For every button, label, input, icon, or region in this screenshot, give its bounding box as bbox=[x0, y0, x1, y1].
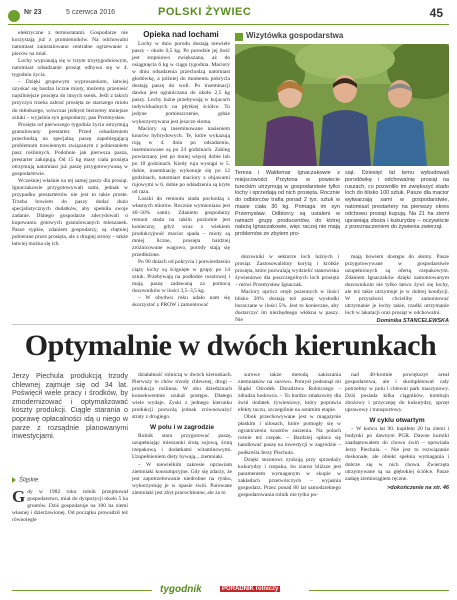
paragraph: surowe także metodą zakiszania ziemniaków na surowo. Pomysł podsunął mi Śląski Ośrodek Doradztwa Rolniczego – zdradza hodowca. – To bardzo smakowity dla świń dodatek żywieniowy, który poprawia efekty tuczu, szczególnie na ostatnim etapie. bbox=[238, 372, 341, 414]
footer-logo-area bbox=[160, 584, 300, 596]
issue-date: 5 czerwca 2016 bbox=[66, 9, 116, 16]
footer-line-left bbox=[12, 590, 152, 591]
box-title: Wizytówka gospodarstwa bbox=[246, 31, 344, 40]
paragraph: – Dzięki grupowym wyproszeniom, łatwiej uzyskać się bardzo liczne mioty, możemy przenieść najsilniejsze prosięta do innych ssenk. Jeśli z takich przyczyn trzeba zabrać prosięta ze starszego miotu do młodszego, wówczas jednym bierzemy mniejsze sztuki – wyjaśnia syn gospodarzy, pan Przemysław. bbox=[12, 79, 128, 121]
paragraph: dozowniki w sektorze loch luźnych i prosiąt. Zastosowaliśmy korytą i krótkie prosięta, które pozwalają wydzielić stanowiska żywieniowe dla poszczególnych loch prosięta – mówi Przemysław Ignaczak. bbox=[235, 254, 339, 289]
family-photo bbox=[235, 44, 449, 166]
page-header bbox=[8, 6, 449, 26]
top-article-column-4 bbox=[345, 254, 449, 324]
top-article-column-2 bbox=[132, 30, 230, 309]
main-article-column-3 bbox=[238, 372, 341, 499]
subheading: W polu i w zagrodzie bbox=[150, 424, 214, 432]
paragraph: Prosięta od pierwszego tygodnia życia otrzymują granulowany prestarter. Przed odsadzeniem przechodzą na specjalną paszę zapobiegającą problemom trawiennym związanym z pobieraniem pasz roślinnych. Podobnie jak pierwsza pasza, prestarter zakupują. Od 15 kg masy ciała prosięta otrzymują natomiast już paszę przygotowywaną w gospodarstwie. bbox=[12, 121, 128, 177]
article-divider bbox=[12, 324, 449, 325]
footer-line-right bbox=[309, 590, 449, 591]
paragraph: Lochy w dniu porodu dostają niewiele paszy – około 0,5 kg. Po porodzie jej ilość jest stopniowo zwiększana, aż do osiągnięcia 6 kg w ciągu tygodnia. Maciory w dniu odsadzenia przechodzą natomiast głodówkę, a później do momentu pokrycia dostają paszę do woli. Po inseminacji dawka jest ograniczana do około 2,5 kg paszy. Lochy luźne przebywają w kojacach indywidualnych na płytkiej ściółce. To jedyne pomieszczenie, gdzie wykorzystywana jest jeszcze słoma. bbox=[132, 41, 230, 125]
paragraph: Maciory oprócz otręb pszennych w ilości blisko 20% dostają też paszę wysłodki buraczane w ilości 5%. Jest to konieczne, aby dostarczyć im niezbędnego włókna w paszy. Nie bbox=[235, 289, 339, 324]
drop-cap: G bbox=[12, 487, 26, 506]
paragraph: Obok przechowywane jest w magazynie płaskim i silosach, które pomogły się w ograniczeniu kosztów suszenia. Na polach rośnie też rzepak. – Bardziej opłaca się handlować paszę na inwestycji w zagrodzie – podkreśla Jerzy Piechula. bbox=[238, 414, 341, 456]
paragraph: Loszki do remontu stada pochodzą z własnych miotów. Rocznie wymieniana jest 40–50% samic. Zdaniem gospodarzy remont stada na takim poziomie jest konieczny, gdyż wraz z wiekiem produkcyjność macior spada – mioty są mniej liczne, prosięta bardziej zróżnicowane wagowo, porody stają się przedłużone. bbox=[132, 196, 230, 259]
box-header bbox=[235, 31, 449, 43]
issue-number: Nr 23 bbox=[24, 9, 42, 16]
continued-note: >dokończenie na str. 46 bbox=[387, 484, 449, 491]
paragraph: elektryczne z termostatami. Gospodarze nie korzystają już z promienników. Na odchowalni natomiast zainstalowano centralne ogrzewanie z pieców na miał. bbox=[12, 30, 128, 58]
photo-caption-right: siąt. Dziesięć lat temu wybudowali porodówkę i odchowalnię prosiąt na ruszach, co pozwoliło im zwiększyć stado loch do blisko 100 sztuk. Pasze dla macior wytwarzają sami w gospodarstwie, natomiast prestartery na pierwszy okres odchowu prosiąt kupują. Na 21 ha ziemi uprawiają zboża i kukurydzę – oczywiście z przeznaczeniem do żywienia zwierząt. bbox=[345, 170, 449, 231]
top-article-column-1 bbox=[12, 30, 128, 248]
paragraph: nad 40-krotnie powiększył areał gospodarstwa, ale i skompletował cały potrzebny w polu i chlewni park maszynowy. Dziś posiada kilka ciągników, kombajn zbożowy i przyczepę do kukurydzy, sprzęt uprawowy i transportowy. bbox=[345, 372, 449, 414]
main-article-column-2 bbox=[132, 372, 232, 497]
paragraph: Lochy wypranają się w trzyte trzytygodniowym, natomiast odsadzanie prosiąt odbywa się w 4. tygodniu życia. bbox=[12, 58, 128, 79]
subheading: Opieka nad lochami bbox=[143, 30, 219, 39]
main-article-column-1 bbox=[12, 489, 128, 524]
paragraph: – W niewielkim zakresie uprawiam ziemniaki konsumpcyjne. Gdy się zdarzy, że jest zapotrzebowanie niedrobne na rynku, wykorzystuję je w opasie świń. Parowane ziemniaki jest zbyt pracochłonne, ale za to bbox=[132, 461, 232, 496]
paragraph: dy w 1982 roku rolnik przejmował gospodarstwo, miał do dyspozycji około 5 ha gruntów. Dziś gospodaruje na 100 ha ziemi własnej i dzierżawionej. Od początku prowadził też równolegle bbox=[12, 489, 128, 524]
author-region-label: Śląskie bbox=[19, 477, 39, 484]
section-dot-icon bbox=[8, 10, 20, 22]
box-square-icon bbox=[235, 33, 243, 41]
subheading: W cyklu otwartym bbox=[369, 417, 425, 425]
section-title: POLSKI ŻYWIEC bbox=[158, 6, 252, 18]
paragraph: Maciory są inseminowane nasieniem knurów hybrydowych. Te, które wykazują rują w 4. dniu po odsadzeniu, inseminowane są po 24 godzinach. Zabieg powtarzany jest po mniej więcej dobie lub po 18 godzinach. Kiedy ruja wystąpi w 5. dobie, inseminację wykonuje się po 12 godzinach, natomiast maciory z objawami rujowymi w 6. dobie po odsadzeniu są kryte od razu. bbox=[132, 125, 230, 195]
paragraph: działalność rolniczą w dwóch kierunkach. Pierwszy to chów trzody chlewnej, drugi – produkcja roślinna. W obu dziedzinach konsekwentnie szukał postępu. Dlatego wiele wydaje. Zyski z jednego kierunku produkcji pozwolą jednak zrównoważyć straty z drugiego. bbox=[132, 372, 232, 421]
main-article-column-4 bbox=[345, 372, 449, 491]
top-article-column-3 bbox=[235, 254, 339, 324]
paragraph: – W końcu lat 90. kupiłem 20 ha ziemi i budynki po dawnym PGR. Dawne kurniki zaadaptowałem do chowu świń – opowiada Jerzy Piechula. – Nie jest to rozwiązanie doskonałe, ale obiekt spełnia wymagania i dobrze się w nich chowa. Zwierzęta utrzymywane są na głębokiej ściółce. Pasze zadaję ziemiorągiem ręczne. bbox=[345, 426, 449, 482]
page-number: 45 bbox=[429, 6, 443, 20]
main-article-lead: Jerzy Piechula produkcją trzody chlewnej zajmuje się od 34 lat. Poświęcił wiele pracy i środków, by zmodernizować i optymalizować koszty produkcji. Ciągle starania o poprawę opłacalności idą u niego w parze z rozsądnie planowanymi inwestycjami. bbox=[12, 371, 128, 441]
paragraph: – W obydwu roku udało nam się skorzystać z PROW i zamontować bbox=[132, 294, 230, 308]
paragraph: Rolnik stara przygotować paszę, uzupełniając mieszanki śrutą sojową, śrutą rzepakową i dodatkami witaminowymi. Uzupełnieniem diety bywają... ziemniaki. bbox=[132, 433, 232, 461]
paragraph: Wcześniej właśnie na tej samej paszy dla prosiąt. Ignaczakowie przygotowywali sami, jednak w przypadku prestartertów nie jest to takie proste. Trzeba bowiem do paszy dodać dużo specjalistycznych dodatków, aby spełniła swoje zadanie. Dlatego gospodarze zdecydowali o kupowaniu gotowych granulowanych mieszanek. Pasze sypkie, zdaniem gospodarzy, są chętniej pobierane przez prosięta, ale z drugiej strony – także łatwiej można się ich bbox=[12, 177, 128, 248]
family-photo-illustration bbox=[235, 44, 449, 166]
author-signature: Dominika STANCELEWSKA bbox=[376, 318, 449, 325]
paragraph: Po 90 dniach od pokrycia i potwierdzeniu ciąży lochy są ścignięte w grupy po 14 sztuk. Przebywają na podłodze rusztowej i mają paszę zadawaną za pomocą dozowników w ilości 3,5–3,5 kg. bbox=[132, 259, 230, 294]
poradnik-badge: PORADNIK rolniczy bbox=[222, 586, 279, 592]
farm-profile-box bbox=[235, 31, 449, 251]
paragraph: mają bowiem dostępu do słomy. Pasze przygotowywane w gospodarstwie uzupełnionych są ofertą rzepakowym. Zdaniem Ignaczaków dzięki zamontowanym dozownikom nie tylko łatwo żywi się lochy, ale też takie utrzymuje je w dobrej kondycji. W przyszłości chcieliby zamontować utrzymanie je lochy takie, rzadki utrzymanie loch w lakatacji oraz prosiąt w odchowalni. bbox=[345, 254, 449, 317]
tygodnik-logo: tygodnik bbox=[160, 584, 202, 595]
photo-caption-left: Teresa i Waldemar Ignaczakowie z miejscowości Przytona w powiecie tureckim utrzymują w gospodarstwie tylko lochy i sprzedają od nich prosięta. Rocznie do odbiorców trafia ponad 2 tys. sztuk w masie ciała 30 kg. Pomaga im syn Przemysław. Odbiorcy są ustaleni w ramach grupy producentów, do której należą Ignaczakowie, więc raczej nie mają problemów ze zbytem pro- bbox=[235, 170, 340, 238]
main-article-title: Optymalnie w dwóch kierunkach bbox=[24, 329, 437, 362]
paragraph: Dzięki sezonowi zyskują przy sprzedaży kukurydzy i rzepaku, bo ziarno bliższe jest paramentem wymaganym w skupie w zakładach przetwórczych – wyjaśnia gospodarz. Przez ponad 80 lat samodzielnego gospodarowania rolnik nie tylko po- bbox=[238, 456, 341, 498]
triangle-icon bbox=[12, 477, 16, 483]
author-region bbox=[12, 477, 38, 484]
header-divider bbox=[8, 24, 449, 25]
